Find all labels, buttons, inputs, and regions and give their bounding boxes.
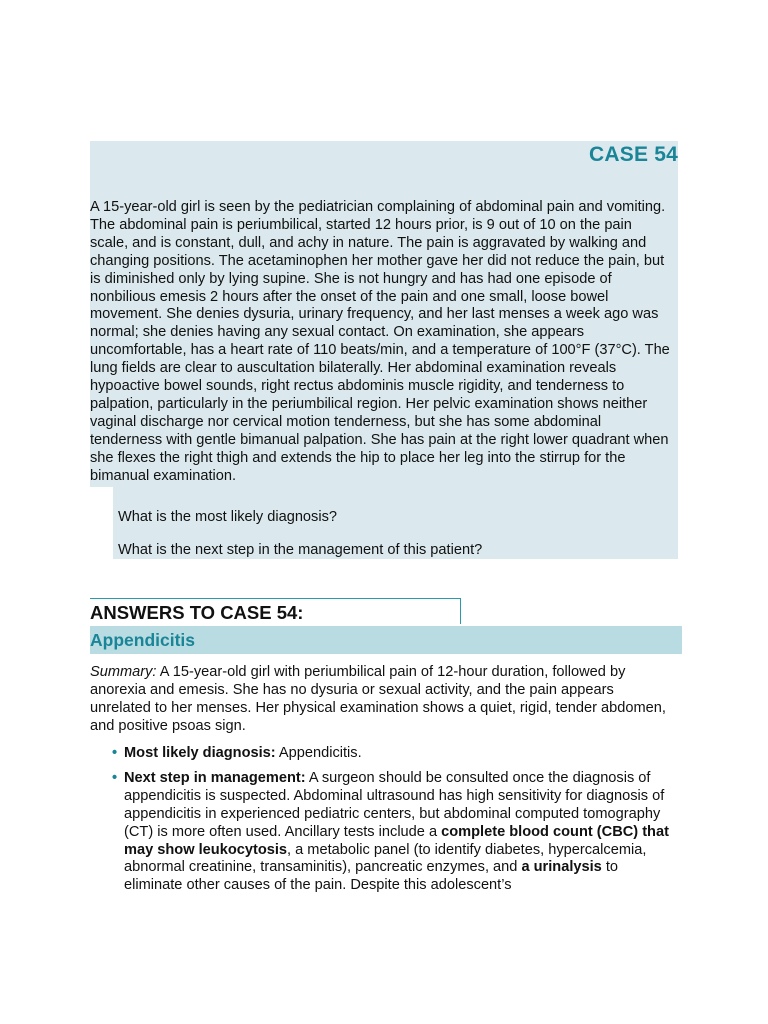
bullet-emphasis-urinalysis: a urinalysis	[521, 859, 602, 876]
question-next-step: What is the next step in the management of this patient?	[118, 542, 483, 558]
case-title: CASE 54	[589, 143, 678, 166]
bullet-icon: •	[112, 769, 118, 786]
bullet-icon: •	[112, 745, 118, 761]
bullet-emphasis-cbc: complete blood count (CBC) that may show leukocytosis	[124, 823, 669, 858]
answer-bullets	[90, 745, 680, 902]
bullet-lead: Most likely diagnosis:	[124, 745, 276, 761]
answers-heading: ANSWERS TO CASE 54:	[90, 602, 304, 623]
diagnosis-title: Appendicitis	[90, 630, 196, 650]
bullet-lead: Next step in management:	[124, 769, 306, 786]
bullet-most-likely-diagnosis	[90, 745, 680, 763]
case-box	[90, 141, 678, 559]
question-indent-margin	[90, 487, 113, 559]
summary-label: Summary:	[90, 664, 157, 680]
bullet-text: to eliminate other causes of the pain. Despite this adolescent’s	[124, 859, 619, 894]
diagnosis-band	[90, 626, 682, 654]
bullet-next-step	[90, 770, 680, 895]
summary-paragraph	[90, 664, 678, 736]
question-diagnosis: What is the most likely diagnosis?	[118, 509, 337, 525]
bullet-text: , a metabolic panel (to identify diabetes, hypercalcemia, abnormal creatinine, transaminitis), pancreatic enzymes, and	[124, 841, 647, 876]
bullet-text: A surgeon should be consulted once the diagnosis of appendicitis is suspected. Abdominal ultrasound has high sensitivity for diagnosis of appendicitis in experienced pediatric centers, but abdominal computed tomography (CT) is more often used. Ancillary tests include a	[124, 769, 665, 840]
case-presentation-text: A 15-year-old girl is seen by the pediatrician complaining of abdominal pain and vomiting. The abdominal pain is periumbilical, started 12 hours prior, is 9 out of 10 on the pain scale, and is constant, dull, and achy in nature. The pain is aggravated by walking and changing positions. The acetaminophen her mother gave her did not reduce the pain, but is diminished only by lying supine. She is not hungry and has had one episode of nonbilious emesis 2 hours after the onset of the pain and one small, loose bowel movement. She denies dysuria, urinary frequency, and her last menses a week ago was normal; she denies having any sexual contact. On examination, she appears uncomfortable, has a heart rate of 110 beats/min, and a temperature of 100°F (37°C). The lung fields are clear to auscultation bilaterally. Her abdominal examination reveals hypoactive bowel sounds, right rectus abdominis muscle rigidity, and tenderness to palpation, particularly in the periumbilical region. Her pelvic examination shows neither vaginal discharge nor cervical motion tenderness, but she has some abdominal tenderness with gentle bimanual palpation. She has pain at the right lower quadrant when she flexes the right thigh and extends the hip to place her leg into the stirrup for the bimanual examination.	[90, 199, 670, 484]
summary-text: A 15-year-old girl with periumbilical pain of 12-hour duration, followed by anorexia and emesis. She has no dysuria or sexual activity, and the pain appears unrelated to her menses. Her physical examination shows a quiet, rigid, tender abdomen, and positive psoas sign.	[90, 664, 666, 734]
bullet-text: Appendicitis.	[275, 745, 362, 761]
